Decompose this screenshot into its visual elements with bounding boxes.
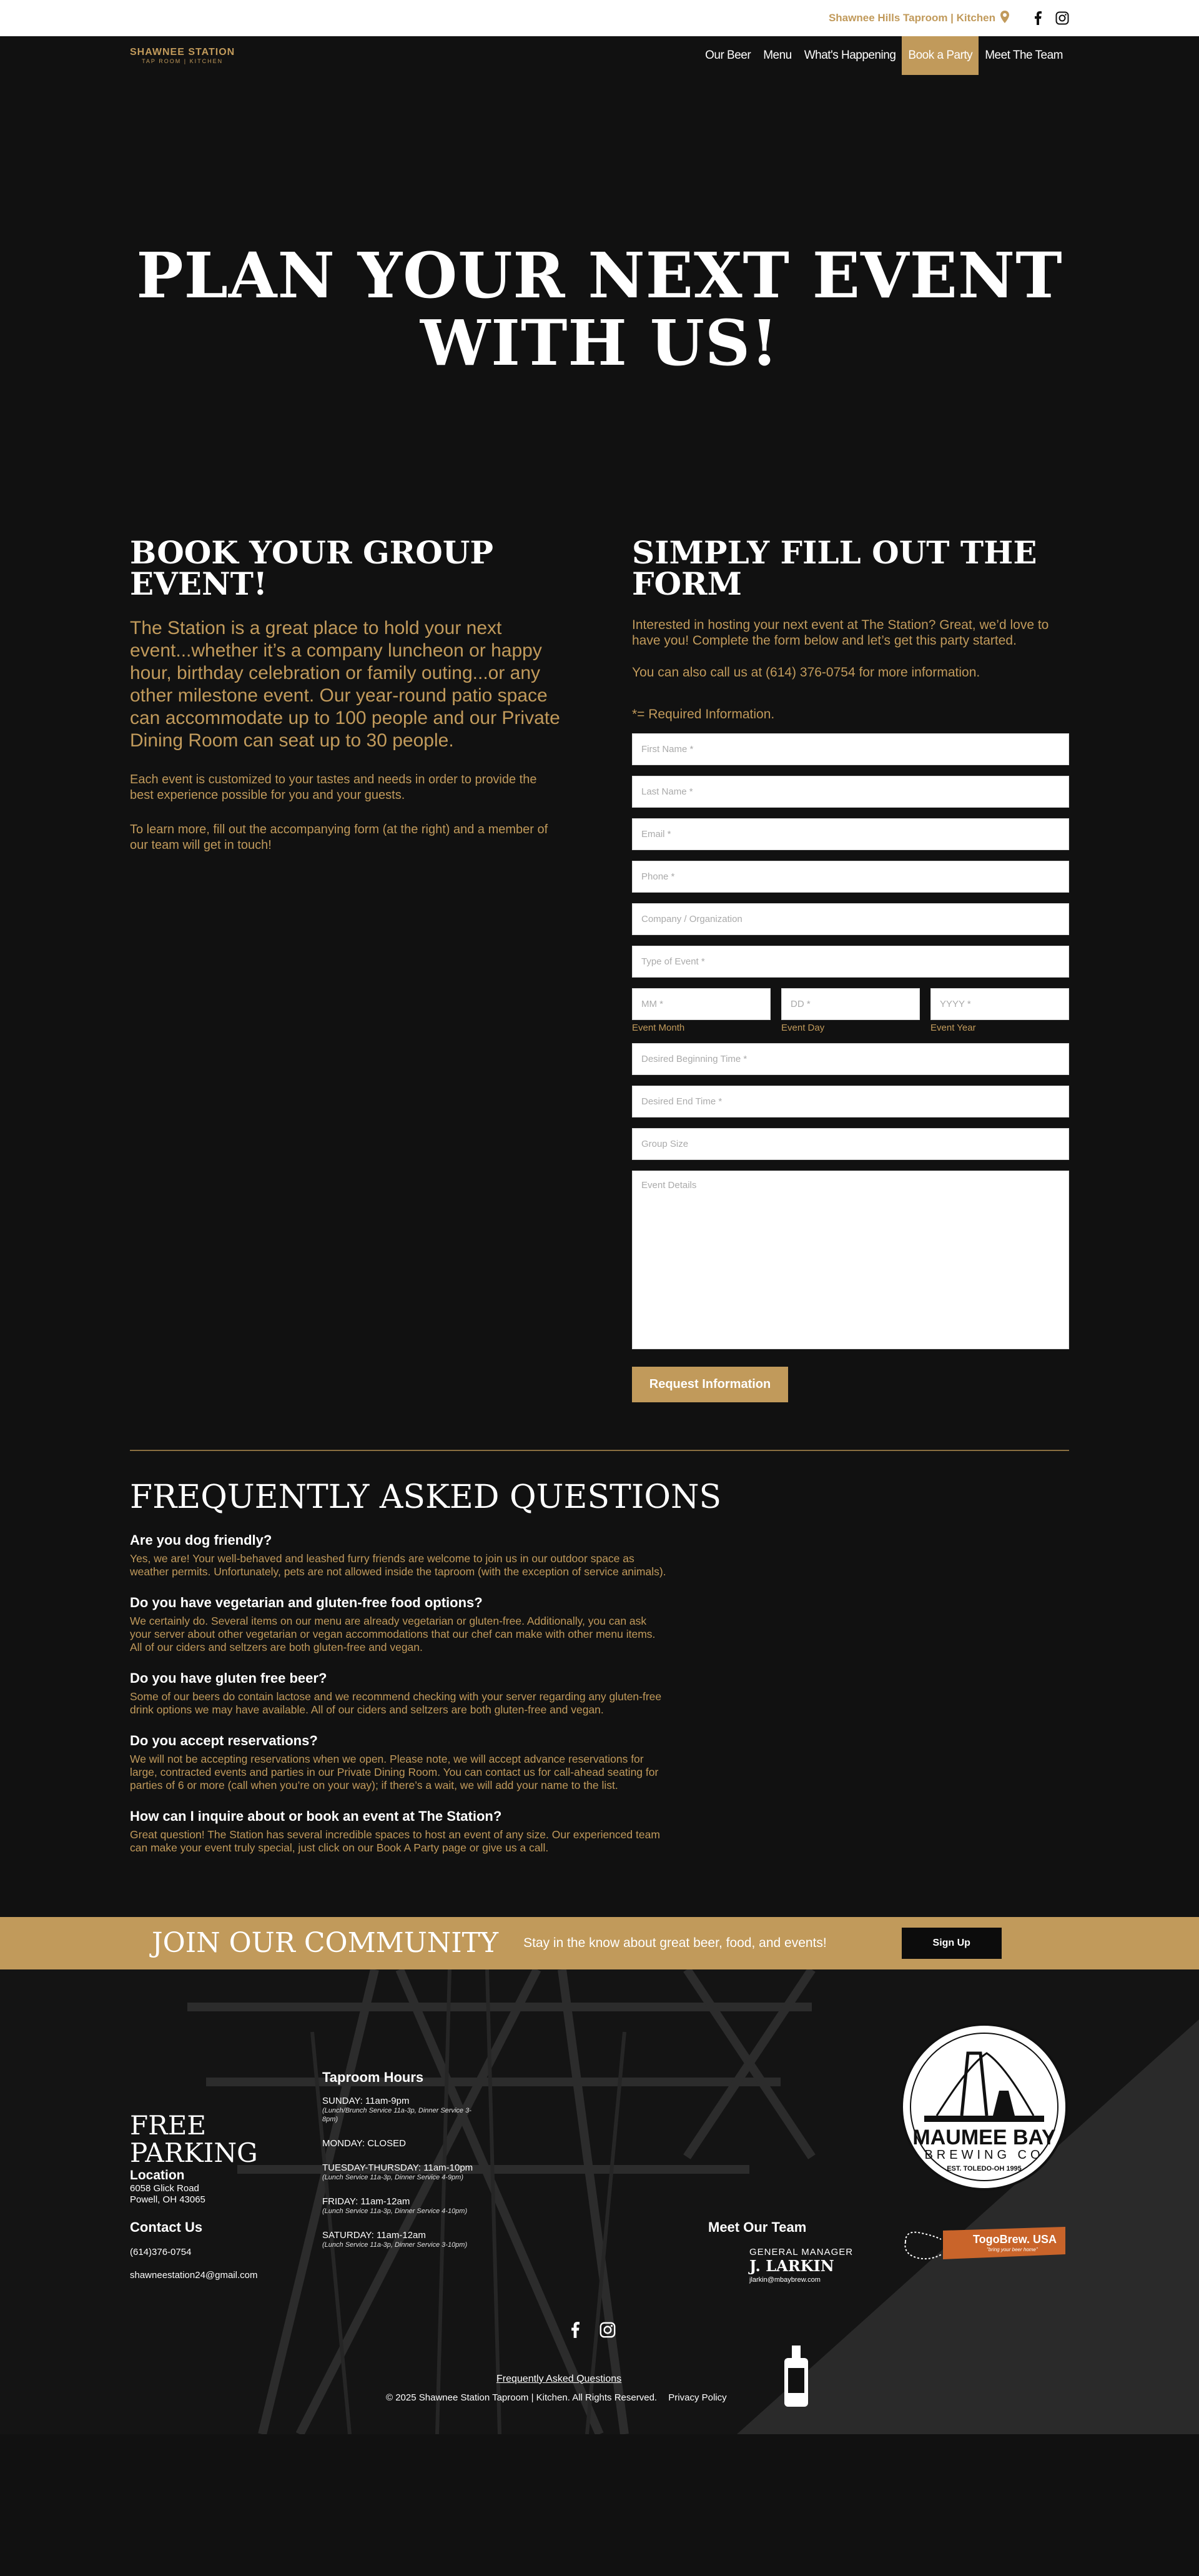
team-block <box>708 2219 806 2239</box>
hero-section <box>0 75 1199 531</box>
faq-question: Do you have vegetarian and gluten-free food options? <box>130 1594 483 1610</box>
badge-line1: MAUMEE BAY <box>912 2125 1056 2149</box>
privacy-policy-link[interactable]: Privacy Policy <box>668 2392 727 2403</box>
email-field[interactable] <box>632 818 1069 850</box>
event-request-form <box>632 733 1069 1402</box>
sign-up-button[interactable]: Sign Up <box>902 1928 1002 1959</box>
event-date-row <box>632 988 1069 1033</box>
logo-line1: SHAWNEE STATION <box>130 47 235 57</box>
form-heading: SIMPLY FILL OUT THE FORM <box>632 534 1037 602</box>
team-heading: Meet Our Team <box>708 2219 807 2235</box>
manager-email-link[interactable]: jlarkin@mbaybrew.com <box>749 2276 821 2284</box>
hours-note: (Lunch Service 11a-3p, Dinner Service 3-10pm) <box>322 2241 468 2249</box>
community-subtext: Stay in the know about great beer, food, and events! <box>523 1935 827 1950</box>
togobrew-tagline: "bring your beer home" <box>987 2246 1038 2252</box>
event-year-caption: Event Year <box>930 1022 976 1033</box>
hero-title-line1: PLAN YOUR NEXT EVENT <box>136 239 1063 312</box>
form-intro: Interested in hosting your next event at The Station? Great, we’d love to have you! Complete the form below and let’s get this party started. <box>632 618 1049 648</box>
copyright-line <box>386 2392 727 2403</box>
faq-item <box>130 1670 667 1717</box>
free-parking-title: FREE PARKING <box>130 2109 258 2168</box>
book-lead: The Station is a great place to hold your next event...whether it’s a company luncheon or happy hour, birthday celebration or family outing...or any other milestone event. Our year-round patio space can accommodate up to 100 people and our Private Dining Room can seat up to 30 people. <box>130 618 560 751</box>
hours-day: SUNDAY: 11am-9pm <box>322 2095 410 2106</box>
faq-answer: Some of our beers do contain lactose and we recommend checking with your server regarding any gluten-free drink options we may have available. All of our ciders and seltzers are both gluten-free and vegan. <box>130 1690 662 1716</box>
bottle-logo-image <box>781 2346 812 2411</box>
form-call: You can also call us at (614) 376-0754 for more information. <box>632 665 980 680</box>
location-label: Shawnee Hills Taproom | Kitchen <box>828 12 995 24</box>
footer-phone-link[interactable]: (614)376-0754 <box>130 2246 192 2257</box>
togobrew-logo[interactable] <box>899 2223 1068 2276</box>
taproom-hours <box>322 2069 485 2250</box>
hours-day: SATURDAY: 11am-12am <box>322 2229 426 2241</box>
nav-item-whats-happening[interactable]: What's Happening <box>804 49 896 62</box>
event-month-caption: Event Month <box>632 1022 685 1033</box>
footer-faq-link[interactable]: Frequently Asked Questions <box>496 2373 622 2384</box>
manager-name: J. LARKIN <box>749 2256 834 2275</box>
nav-menu <box>699 36 1069 75</box>
location-link[interactable] <box>829 11 1009 26</box>
event-type-field[interactable] <box>632 946 1069 978</box>
faq-answer: Great question! The Station has several incredible spaces to host an event of any size. Our experienced team can make your event truly special, just click on our Book A Party page or give us a call. <box>130 1828 660 1854</box>
faq-question: Do you have gluten free beer? <box>130 1670 327 1686</box>
address-line1: 6058 Glick Road <box>130 2182 199 2194</box>
book-heading: BOOK YOUR GROUP EVENT! <box>130 534 493 602</box>
footer-email-link[interactable]: shawneestation24@gmail.com <box>130 2269 258 2281</box>
company-field[interactable] <box>632 903 1069 935</box>
event-month-field[interactable] <box>632 988 771 1020</box>
facebook-icon[interactable] <box>571 2322 580 2341</box>
manager-role: GENERAL MANAGER <box>749 2246 854 2257</box>
togobrew-label: TogoBrew. USA <box>973 2232 1057 2246</box>
faq-section <box>0 1451 1199 1855</box>
copyright-text: © 2025 Shawnee Station Taproom | Kitchen. All Rights Reserved. <box>386 2392 658 2403</box>
faq-item <box>130 1733 667 1792</box>
faq-answer: Yes, we are! Your well-behaved and leashed furry friends are welcome to join us in our outdoor space as weather permits. Unfortunately, pets are not allowed inside the taproom (with the exception of service animals). <box>130 1552 666 1578</box>
instagram-icon[interactable] <box>600 2322 616 2341</box>
hours-day: TUESDAY-THURSDAY: 11am-10pm <box>322 2162 473 2174</box>
address-line2: Powell, OH 43065 <box>130 2194 205 2205</box>
nav-item-our-beer[interactable]: Our Beer <box>705 49 751 62</box>
hero-title-line2: WITH US! <box>420 306 779 380</box>
hours-note: (Lunch Service 11a-3p, Dinner Service 4-10pm) <box>322 2207 468 2216</box>
hours-note: (Lunch Service 11a-3p, Dinner Service 4-9pm) <box>322 2174 464 2182</box>
footer-location-block <box>130 2109 317 2293</box>
book-info-column <box>130 531 561 1402</box>
contact-heading: Contact Us <box>130 2219 203 2235</box>
faq-item <box>130 1595 667 1654</box>
hours-day: FRIDAY: 11am-12am <box>322 2196 410 2207</box>
footer-social <box>571 2322 616 2341</box>
booking-section <box>0 531 1199 1402</box>
faq-item <box>130 1532 667 1578</box>
event-day-field[interactable] <box>781 988 920 1020</box>
manager-block <box>749 2247 853 2284</box>
faq-question: Do you accept reservations? <box>130 1732 318 1748</box>
nav-item-menu[interactable]: Menu <box>763 49 792 62</box>
request-information-button[interactable]: Request Information <box>632 1367 788 1402</box>
event-details-field[interactable] <box>632 1171 1069 1349</box>
last-name-field[interactable] <box>632 776 1069 808</box>
community-heading: JOIN OUR COMMUNITY <box>152 1927 499 1959</box>
hero-title <box>136 239 1063 380</box>
facebook-icon[interactable] <box>1034 11 1042 25</box>
badge-line3: EST. TOLEDO-OH 1995 <box>947 2164 1022 2172</box>
badge-line2: BREWING CO <box>924 2147 1044 2162</box>
faq-item <box>130 1808 667 1855</box>
site-footer <box>0 1969 1199 2434</box>
faq-answer: We will not be accepting reservations when we open. Please note, we will accept advance reservations for large, contracted events and parties in our Private Dining Room. You can contact us for call-ahead seating for parties of 6 or more (call when you’re on your way); if there’s a wait, we will add your name to the list. <box>130 1752 659 1791</box>
event-day-caption: Event Day <box>781 1022 825 1033</box>
instagram-icon[interactable] <box>1055 11 1069 25</box>
event-form-column <box>632 531 1069 1402</box>
begin-time-field[interactable] <box>632 1043 1069 1075</box>
main-nav <box>0 36 1199 75</box>
book-paragraph-2: To learn more, fill out the accompanying form (at the right) and a member of our team will get in touch! <box>130 823 548 852</box>
book-paragraph-1: Each event is customized to your tastes and needs in order to provide the best experience possible for you and your guests. <box>130 773 537 802</box>
logo-line2: TAP ROOM | KITCHEN <box>142 58 224 64</box>
faq-question: How can I inquire about or book an event at The Station? <box>130 1808 502 1824</box>
hours-heading: Taproom Hours <box>322 2069 424 2085</box>
faq-heading: FREQUENTLY ASKED QUESTIONS <box>130 1478 722 1516</box>
group-size-field[interactable] <box>632 1128 1069 1160</box>
required-note: *= Required Information. <box>632 706 775 721</box>
site-logo[interactable] <box>130 47 235 64</box>
location-pin-icon <box>1000 11 1009 26</box>
first-name-field[interactable] <box>632 733 1069 765</box>
faq-question: Are you dog friendly? <box>130 1532 272 1548</box>
hours-note: (Lunch/Brunch Service 11a-3p, Dinner Service 3-8pm) <box>322 2106 471 2124</box>
community-band <box>0 1917 1199 1969</box>
utility-bar <box>0 0 1199 36</box>
phone-field[interactable] <box>632 861 1069 893</box>
hours-day: MONDAY: CLOSED <box>322 2138 406 2149</box>
location-heading: Location <box>130 2167 185 2182</box>
faq-answer: We certainly do. Several items on our menu are already vegetarian or gluten-free. Additionally, you can ask your server about other vegetarian or vegan accommodations that our chef can make with other menu items. All of our ciders and seltzers are both gluten-free and vegan. <box>130 1614 656 1653</box>
end-time-field[interactable] <box>632 1086 1069 1117</box>
maumee-bay-badge[interactable] <box>899 2022 1069 2195</box>
nav-item-book-a-party[interactable]: Book a Party <box>902 36 979 75</box>
event-year-field[interactable] <box>930 988 1069 1020</box>
nav-item-meet-the-team[interactable]: Meet The Team <box>985 49 1063 62</box>
